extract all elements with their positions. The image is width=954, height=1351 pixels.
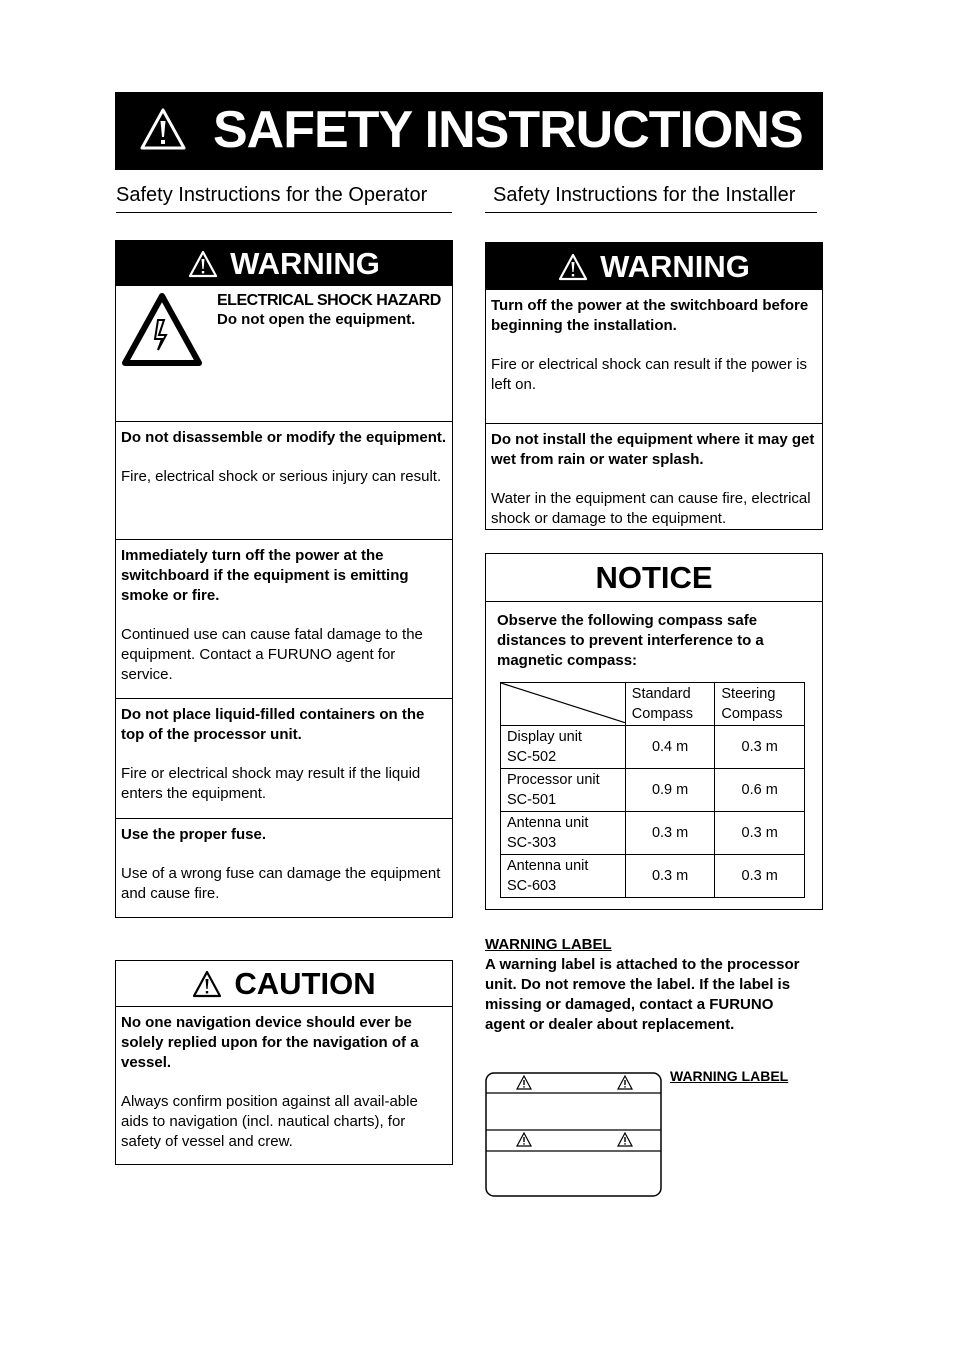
standard-distance: 0.3 m bbox=[625, 855, 715, 898]
title-banner bbox=[115, 92, 823, 170]
warning-item bbox=[116, 539, 452, 698]
unit-name: Antenna unit bbox=[507, 815, 589, 831]
warning-triangle-icon bbox=[139, 107, 187, 151]
electrical-shock-icon bbox=[121, 292, 203, 368]
unit-cell bbox=[501, 812, 626, 855]
warning-item-bold: Turn off the power at the switchboard before beginning the installation. bbox=[491, 297, 809, 334]
warning-item-bold: Do not disassemble or modify the equipment. bbox=[121, 429, 447, 446]
steering-distance: 0.3 m bbox=[715, 812, 805, 855]
warning-label-title: WARNING LABEL bbox=[485, 936, 612, 953]
installer-heading: Safety Instructions for the Installer bbox=[485, 184, 817, 213]
caution-box bbox=[115, 960, 453, 1165]
notice-header bbox=[486, 554, 822, 602]
installer-warning-box bbox=[485, 242, 823, 530]
table-row bbox=[501, 855, 805, 898]
warning-item-bold: Use the proper fuse. bbox=[121, 826, 267, 843]
warning-item-text: Fire or electrical shock may result if the liquid enters the equipment. bbox=[121, 765, 421, 802]
warning-label-caption: WARNING LABEL bbox=[670, 1068, 789, 1084]
warning-item-text: Continued use can cause fatal damage to the equipment. Contact a FURUNO agent for service. bbox=[121, 626, 423, 683]
unit-cell bbox=[501, 855, 626, 898]
unit-name: Antenna unit bbox=[507, 858, 589, 874]
warning-triangle-icon bbox=[188, 250, 218, 278]
table-header-row bbox=[501, 683, 805, 726]
steering-distance: 0.6 m bbox=[715, 769, 805, 812]
warning-label-text: A warning label is attached to the processor unit. Do not remove the label. If the label is missing or damaged, contact a FURUNO agent or dealer about replacement. bbox=[485, 956, 800, 1033]
caution-header bbox=[116, 961, 452, 1007]
unit-model: SC-603 bbox=[507, 878, 557, 894]
label-drawing bbox=[485, 1072, 662, 1197]
notice-box bbox=[485, 553, 823, 910]
unit-model: SC-501 bbox=[507, 792, 557, 808]
electrical-shock-section bbox=[116, 286, 452, 421]
standard-distance: 0.4 m bbox=[625, 726, 715, 769]
warning-item bbox=[116, 818, 452, 912]
table-row bbox=[501, 812, 805, 855]
diagonal-line bbox=[501, 683, 626, 723]
warning-item-bold: Do not install the equipment where it may get wet from rain or water splash. bbox=[491, 431, 815, 468]
unit-name: Display unit bbox=[507, 729, 582, 745]
unit-model: SC-303 bbox=[507, 835, 557, 851]
unit-model: SC-502 bbox=[507, 749, 557, 765]
operator-warning-box bbox=[115, 240, 453, 918]
warning-item-bold: Immediately turn off the power at the switchboard if the equipment is emitting smoke or fire. bbox=[121, 547, 409, 604]
warning-triangle-icon bbox=[192, 970, 222, 998]
notice-header-label: NOTICE bbox=[595, 559, 713, 595]
caution-item-bold: No one navigation device should ever be solely replied upon for the navigation of a vessel. bbox=[121, 1014, 419, 1071]
steering-distance: 0.3 m bbox=[715, 855, 805, 898]
caution-header-label: CAUTION bbox=[234, 965, 376, 1001]
installer-warning-item bbox=[486, 290, 822, 423]
warning-item bbox=[116, 421, 452, 539]
installer-warning-header bbox=[486, 243, 822, 290]
table-row bbox=[501, 726, 805, 769]
table-column-header: Standard Compass bbox=[625, 683, 715, 726]
table-column-header: Steering Compass bbox=[715, 683, 805, 726]
standard-distance: 0.3 m bbox=[625, 812, 715, 855]
installer-warning-item bbox=[486, 423, 822, 537]
compass-distance-table bbox=[500, 682, 805, 898]
warning-label-illustration bbox=[485, 1072, 662, 1197]
warning-triangle-icon bbox=[558, 253, 588, 281]
hazard-title: ELECTRICAL SHOCK HAZARD bbox=[217, 292, 441, 309]
warning-item-bold: Do not place liquid-filled containers on the top of the processor unit. bbox=[121, 706, 425, 743]
caution-item bbox=[116, 1007, 452, 1160]
operator-heading: Safety Instructions for the Operator bbox=[116, 184, 452, 213]
warning-item-text: Use of a wrong fuse can damage the equipment and cause fire. bbox=[121, 865, 441, 902]
unit-cell bbox=[501, 726, 626, 769]
unit-cell bbox=[501, 769, 626, 812]
warning-item bbox=[116, 698, 452, 818]
hazard-text: Do not open the equipment. bbox=[217, 311, 416, 328]
steering-distance: 0.3 m bbox=[715, 726, 805, 769]
operator-warning-header bbox=[116, 241, 452, 286]
warning-header-label: WARNING bbox=[600, 248, 750, 284]
table-row bbox=[501, 769, 805, 812]
unit-name: Processor unit bbox=[507, 772, 600, 788]
standard-distance: 0.9 m bbox=[625, 769, 715, 812]
notice-intro: Observe the following compass safe distances to prevent interference to a magnetic compass: bbox=[497, 612, 764, 669]
warning-item-text: Fire, electrical shock or serious injury can result. bbox=[121, 468, 442, 485]
page-title: SAFETY INSTRUCTIONS bbox=[213, 101, 803, 159]
table-corner-cell bbox=[501, 683, 626, 726]
warning-item-text: Fire or electrical shock can result if the power is left on. bbox=[491, 356, 807, 393]
warning-item-text: Water in the equipment can cause fire, electrical shock or damage to the equipment. bbox=[491, 490, 811, 527]
caution-item-text: Always confirm position against all avail-able aids to navigation (incl. nautical charts), for safety of vessel and crew. bbox=[121, 1093, 418, 1150]
warning-header-label: WARNING bbox=[230, 245, 380, 281]
